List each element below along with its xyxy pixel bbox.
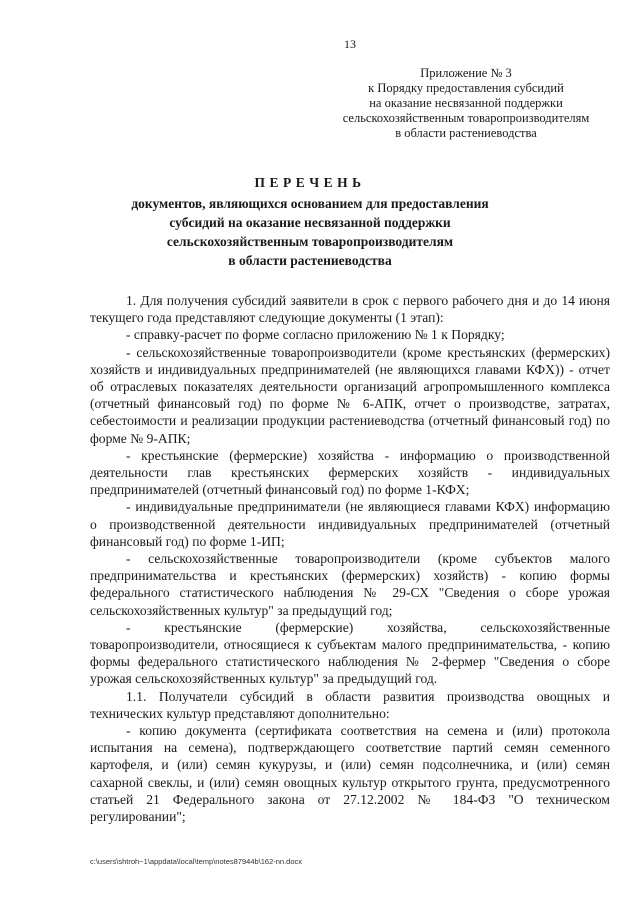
appendix-header	[300, 66, 632, 141]
document-body	[90, 292, 610, 825]
paragraph: - индивидуальные предприниматели (не являющиеся главами КФХ) информацию о производственной деятельности индивидуальных предпринимателей (отчетный финансовый год) по форме 1-ИП;	[90, 499, 610, 549]
paragraph: - сельскохозяйственные товаропроизводители (кроме крестьянских (фермерских) хозяйств и индивидуальных предпринимателей (не являющихся главами КФХ)) - отчет об отраслевых показателях деятельности организаций агропромышленного комплекса (отчетный финансовый год) по форме № 6-АПК, отчет о производстве, затратах, себестоимости и реализации продукции растениеводства (отчетный финансовый год) по форме № 9-АПК;	[90, 344, 610, 446]
paragraph: - сельскохозяйственные товаропроизводители (кроме субъектов малого предпринимательства и крестьянских (фермерских) хозяйств) - копию формы федерального статистического наблюдения № 29-СХ "Сведения о сборе урожая сельскохозяйственных культур" за предыдущий год;	[90, 551, 610, 618]
subtitle-line: документов, являющихся основанием для предоставления	[131, 196, 489, 211]
paragraph: 1. Для получения субсидий заявители в срок с первого рабочего дня и до 14 июня текущего года представляют следующие документы (1 этап):	[90, 293, 610, 326]
subtitle-line: в области растениеводства	[228, 253, 392, 268]
appendix-line: сельскохозяйственным товаропроизводителям	[342, 111, 590, 125]
paragraph: - копию документа (сертификата соответствия на семена и (или) протокола испытания на семена), подтверждающего соответствие партий семян семенного картофеля, и (или) семян кукурузы, и (или) семян подсолнечника, и (или) семян сахарной свеклы, и (или) семян овощных культур открытого грунта, предусмотренного статьей 21 Федерального закона от 27.12.2002 № 184-ФЗ "О техническом регулировании";	[90, 723, 610, 825]
paragraph: - крестьянские (фермерские) хозяйства, сельскохозяйственные товаропроизводители, относящиеся к субъектам малого предпринимательства, - копию формы федерального статистического наблюдения № 2-фермер "Сведения о сборе урожая сельскохозяйственных культур" за предыдущий год.	[90, 619, 610, 687]
page-number: 13	[344, 37, 356, 51]
appendix-line: Приложение № 3	[420, 66, 512, 80]
footer-file-path: c:\users\shtroh~1\appdata\local\temp\notes87944b\162-nn.docx	[90, 857, 303, 866]
subtitle-line: субсидий на оказание несвязанной поддержки	[169, 215, 451, 230]
paragraph: - крестьянские (фермерские) хозяйства - информацию о производственной деятельности глав крестьянских фермерских хозяйств - индивидуальных предпринимателей (отчетный финансовый год) по форме 1-КФХ;	[90, 447, 610, 498]
title-subtitle	[90, 194, 530, 270]
subtitle-line: сельскохозяйственным товаропроизводителям	[166, 234, 454, 249]
appendix-line: в области растениеводства	[395, 126, 537, 140]
document-title	[90, 174, 530, 270]
paragraph: - справку-расчет по форме согласно приложению № 1 к Порядку;	[126, 327, 505, 343]
appendix-line: на оказание несвязанной поддержки	[369, 96, 563, 110]
title-main: ПЕРЕЧЕНЬ	[254, 175, 366, 190]
paragraph: 1.1. Получатели субсидий в области развития производства овощных и технических культур представляют дополнительно:	[90, 688, 610, 721]
appendix-line: к Порядку предоставления субсидий	[368, 81, 564, 95]
